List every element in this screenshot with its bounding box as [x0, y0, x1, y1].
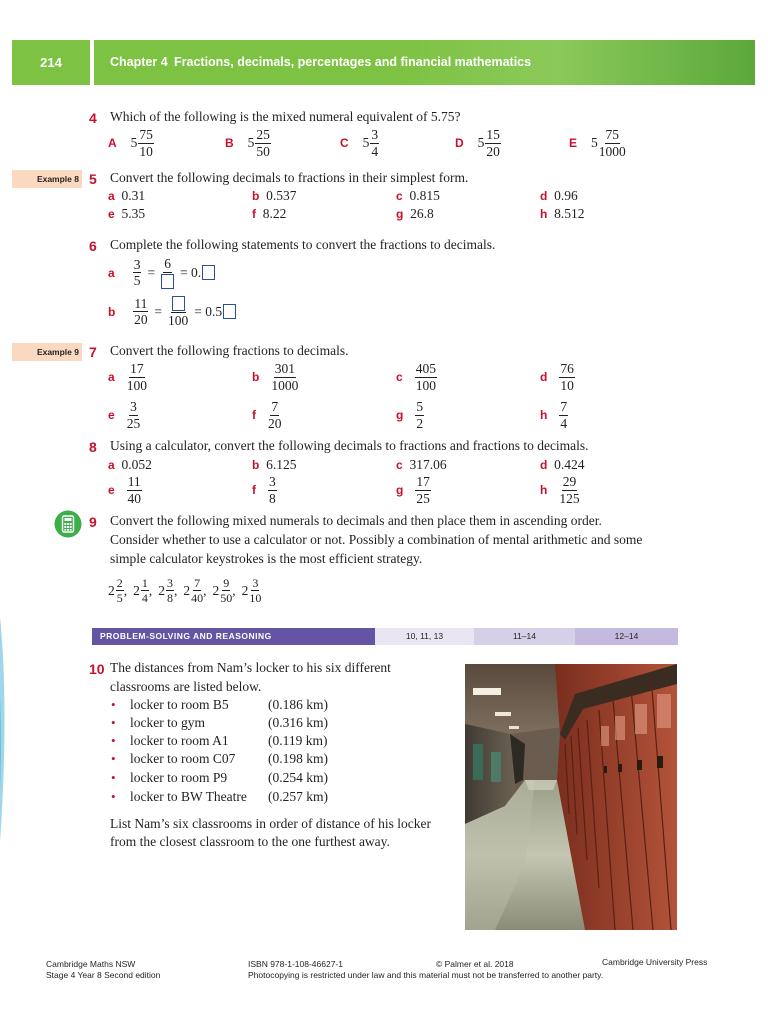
footer-isbn: ISBN 978-1-108-46627-1 — [248, 959, 343, 969]
numerator: 3 — [133, 256, 141, 272]
item-label: g — [396, 207, 404, 221]
option-label: D — [455, 136, 464, 150]
numerator: 3 — [269, 474, 276, 489]
item-value: 8.512 — [554, 206, 585, 221]
mixed-numeral — [183, 577, 203, 604]
denominator: 40 — [191, 591, 204, 605]
item-d — [540, 362, 575, 392]
list-item-distance: (0.316 km) — [268, 715, 328, 730]
item-c — [396, 188, 440, 204]
question-text: Using a calculator, convert the following decimals to fractions and fractions to decimals. — [110, 438, 589, 453]
whole: 5 — [247, 135, 255, 150]
numerator: 3 — [252, 576, 259, 590]
whole: 2 — [212, 582, 220, 598]
whole: 2 — [133, 582, 140, 598]
whole: 5 — [130, 135, 138, 150]
item-e — [108, 400, 140, 430]
question-text-line: The distances from Nam’s locker to his six different — [110, 660, 391, 675]
option-d — [455, 128, 501, 158]
denominator: 1000 — [271, 377, 299, 393]
question-number: 6 — [89, 238, 97, 254]
numerator: 405 — [415, 361, 436, 376]
denominator: 10 — [139, 143, 153, 159]
item-h — [540, 475, 580, 505]
item-e — [108, 475, 142, 505]
list-item-distance: (0.198 km) — [268, 751, 328, 766]
denominator: 4 — [560, 415, 568, 431]
question-text: Complete the following statements to convert the fractions to decimals. — [110, 237, 496, 252]
mixed-numeral — [363, 128, 380, 158]
option-label: B — [225, 136, 234, 150]
numerator: 29 — [562, 474, 577, 489]
problem-solving-label: PROBLEM-SOLVING AND REASONING — [100, 631, 272, 641]
option-label: E — [569, 136, 578, 150]
denominator: 1000 — [598, 143, 626, 159]
question-number: 9 — [89, 514, 97, 530]
numerator: 76 — [560, 361, 574, 376]
decorative-swoosh — [0, 580, 10, 910]
pathway-column-3: 12–14 — [575, 628, 678, 645]
example-tab[interactable]: Example 9 — [12, 343, 82, 361]
list-item — [111, 789, 116, 805]
question-text-line: classrooms are listed below. — [110, 679, 262, 694]
numerator: 25 — [256, 127, 270, 142]
item-f — [252, 206, 286, 222]
item-f — [252, 475, 277, 505]
result-text: = 0. — [180, 264, 202, 280]
item-value: 0.31 — [121, 188, 146, 203]
item-label: e — [108, 408, 115, 422]
numerator: 2 — [116, 576, 123, 590]
bullet: • — [111, 733, 116, 748]
option-label: A — [108, 136, 117, 150]
item-label: a — [108, 370, 115, 384]
denominator: 25 — [416, 490, 430, 506]
mixed-numeral — [242, 577, 262, 604]
list-item-text: locker to room P9 — [130, 770, 228, 785]
page-header — [12, 40, 755, 85]
mixed-numeral-list — [108, 577, 261, 604]
list-item-distance: (0.254 km) — [268, 770, 328, 785]
denominator: 10 — [560, 377, 574, 393]
item-value: 26.8 — [410, 206, 434, 221]
denominator: 5 — [116, 591, 123, 605]
whole: 2 — [241, 582, 249, 598]
separator: , — [148, 582, 153, 598]
equals-sign: = — [147, 264, 156, 280]
denominator: 4 — [371, 143, 379, 159]
option-e — [569, 128, 626, 158]
item-label: d — [540, 370, 548, 384]
denominator: 40 — [127, 490, 141, 506]
question-number: 7 — [89, 344, 97, 360]
item-label: d — [540, 189, 548, 203]
item-e — [108, 206, 145, 222]
item-h — [540, 206, 584, 222]
list-item — [111, 715, 116, 731]
chapter-label: Chapter 4 — [110, 55, 168, 69]
bullet: • — [111, 789, 116, 804]
whole: 5 — [477, 135, 485, 150]
list-item-distance: (0.119 km) — [268, 733, 328, 748]
separator: , — [232, 582, 236, 598]
list-item-text: locker to gym — [130, 715, 205, 730]
item-label: h — [540, 408, 548, 422]
denominator: 8 — [269, 490, 276, 506]
item-label: b — [252, 370, 260, 384]
list-item — [111, 733, 116, 749]
mixed-numeral — [478, 128, 501, 158]
chapter-title: Fractions, decimals, percentages and financial mathematics — [174, 55, 532, 69]
calculator-icon — [54, 510, 82, 538]
item-f — [252, 400, 282, 430]
mixed-numeral — [133, 577, 149, 604]
numerator: 11 — [127, 474, 141, 489]
question-text-line: simple calculator keystrokes is the most efficient strategy. — [110, 551, 423, 566]
bullet: • — [111, 751, 116, 766]
denominator: 8 — [167, 591, 173, 605]
statement-a — [108, 257, 215, 289]
denominator: 2 — [416, 415, 424, 431]
list-item-text: locker to room C07 — [130, 751, 236, 766]
list-item-text: locker to room A1 — [130, 733, 229, 748]
item-g — [396, 206, 434, 222]
question-text: Convert the following decimals to fractions in their simplest form. — [110, 170, 469, 185]
item-a — [108, 188, 145, 204]
mixed-numeral — [248, 128, 271, 158]
numerator: 3 — [167, 576, 173, 590]
numerator: 17 — [130, 361, 144, 376]
bullet: • — [111, 697, 116, 712]
item-value: 5.35 — [121, 206, 146, 221]
question-text-line: Convert the following mixed numerals to decimals and then place them in ascending order. — [110, 513, 602, 528]
question-number: 5 — [89, 171, 97, 187]
question-number: 4 — [89, 110, 97, 126]
footer-book-title: Cambridge Maths NSW — [46, 959, 136, 969]
numerator: 11 — [134, 295, 148, 311]
equals-sign: = — [154, 303, 162, 319]
item-label: c — [396, 458, 403, 472]
item-value: 0.96 — [554, 188, 578, 203]
numerator: 17 — [416, 474, 430, 489]
item-label: e — [108, 207, 115, 221]
option-c — [340, 128, 379, 158]
mixed-numeral — [591, 128, 626, 158]
numerator: 1 — [141, 576, 148, 590]
question-text-line: from the closest classroom to the one furthest away. — [110, 834, 390, 849]
question-text: Convert the following fractions to decimals. — [110, 343, 349, 358]
item-value: 0.537 — [266, 188, 297, 203]
item-d — [540, 188, 578, 204]
mixed-numeral — [131, 128, 154, 158]
result-text: = 0.5 — [194, 303, 223, 319]
list-item-distance: (0.257 km) — [268, 789, 328, 804]
item-d — [540, 457, 584, 473]
problem-solving-bar — [92, 628, 678, 645]
answer-box[interactable] — [223, 304, 236, 319]
numerator: 9 — [223, 576, 230, 590]
item-label: f — [252, 483, 256, 497]
denominator: 5 — [133, 273, 141, 289]
item-label: b — [252, 189, 260, 203]
hallway-lockers-photo — [465, 664, 677, 930]
list-item-text: locker to room B5 — [130, 697, 229, 712]
item-label: f — [252, 408, 256, 422]
bullet: • — [111, 770, 116, 785]
footer-notice: Photocopying is restricted under law and this material must not be transferred to another party. — [248, 970, 604, 980]
item-g — [396, 475, 431, 505]
answer-box[interactable] — [172, 296, 185, 311]
separator: , — [123, 582, 128, 598]
item-h — [540, 400, 568, 430]
numerator: 3 — [371, 127, 379, 142]
pathway-column-1: 10, 11, 13 — [375, 628, 474, 645]
item-label: d — [540, 458, 548, 472]
answer-box[interactable] — [202, 265, 215, 280]
denominator: 20 — [134, 312, 148, 328]
question-text: Which of the following is the mixed numeral equivalent of 5.75? — [110, 109, 461, 124]
item-label: h — [540, 207, 548, 221]
question-text-line: Consider whether to use a calculator or not. Possibly a combination of mental arithmetic and some — [110, 532, 643, 547]
bullet: • — [111, 715, 116, 730]
separator: , — [174, 582, 178, 598]
list-item — [111, 697, 116, 713]
option-label: C — [340, 136, 349, 150]
item-label: a — [108, 189, 115, 203]
item-label: g — [396, 408, 404, 422]
mixed-numeral — [212, 576, 236, 605]
item-b — [252, 188, 296, 204]
list-item-distance: (0.186 km) — [268, 697, 328, 712]
numerator: 3 — [130, 399, 137, 414]
item-b — [252, 457, 296, 473]
denominator: 20 — [486, 143, 500, 159]
item-value: 0.052 — [121, 457, 152, 472]
statement-b — [108, 296, 236, 328]
item-label: a — [108, 458, 115, 472]
numerator: 7 — [194, 576, 201, 590]
numerator: 7 — [271, 399, 279, 414]
item-b — [252, 362, 298, 392]
footer-publisher: Cambridge University Press — [602, 957, 708, 967]
item-value: 317.06 — [409, 457, 447, 472]
item-label: b — [252, 458, 260, 472]
item-value: 0.424 — [554, 457, 585, 472]
denominator: 100 — [126, 377, 147, 393]
whole: 2 — [158, 582, 165, 598]
option-b — [225, 128, 271, 158]
denominator: 125 — [559, 490, 580, 506]
whole: 5 — [591, 135, 598, 150]
item-label: a — [108, 265, 115, 280]
list-item — [111, 751, 116, 767]
item-g — [396, 400, 424, 430]
item-label: c — [396, 370, 403, 384]
item-value: 6.125 — [266, 457, 297, 472]
page-number: 214 — [40, 55, 62, 70]
separator: , — [203, 582, 207, 598]
item-c — [396, 457, 447, 473]
denominator: 50 — [220, 591, 233, 605]
pathway-column-2: 11–14 — [474, 628, 575, 645]
numerator: 7 — [560, 399, 568, 414]
denominator: 100 — [415, 377, 436, 393]
option-a — [108, 128, 154, 158]
question-text-line: List Nam’s six classrooms in order of distance of his locker — [110, 816, 431, 831]
item-value: 0.815 — [409, 188, 440, 203]
item-label: f — [252, 207, 256, 221]
item-label: c — [396, 189, 403, 203]
item-label: b — [108, 304, 116, 319]
numerator: 75 — [139, 127, 153, 142]
item-label: g — [396, 483, 404, 497]
list-item — [111, 770, 116, 786]
numerator: 75 — [605, 127, 620, 142]
numerator: 301 — [274, 361, 295, 376]
denominator: 100 — [167, 313, 189, 329]
example-tab[interactable]: Example 8 — [12, 170, 82, 188]
numerator: 5 — [416, 399, 424, 414]
item-value: 8.22 — [262, 206, 287, 221]
item-c — [396, 362, 437, 392]
footer-copyright: © Palmer et al. 2018 — [436, 959, 514, 969]
whole: 2 — [108, 582, 115, 598]
whole: 2 — [183, 582, 191, 598]
mixed-numeral — [108, 577, 124, 604]
footer-edition: Stage 4 Year 8 Second edition — [46, 970, 161, 980]
item-label: h — [540, 483, 548, 497]
denominator: 4 — [141, 591, 148, 605]
denominator: 20 — [268, 415, 282, 431]
item-a — [108, 362, 147, 392]
numerator: 6 — [164, 256, 171, 271]
answer-box[interactable] — [161, 274, 174, 289]
denominator: 10 — [249, 591, 262, 605]
list-item-text: locker to BW Theatre — [130, 789, 247, 804]
mixed-numeral — [158, 577, 174, 604]
denominator: 50 — [256, 143, 270, 159]
item-label: e — [108, 483, 115, 497]
numerator: 15 — [486, 127, 500, 142]
item-a — [108, 457, 152, 473]
whole: 5 — [362, 135, 370, 150]
question-number: 8 — [89, 439, 97, 455]
denominator: 25 — [126, 415, 141, 431]
question-number: 10 — [89, 661, 105, 677]
